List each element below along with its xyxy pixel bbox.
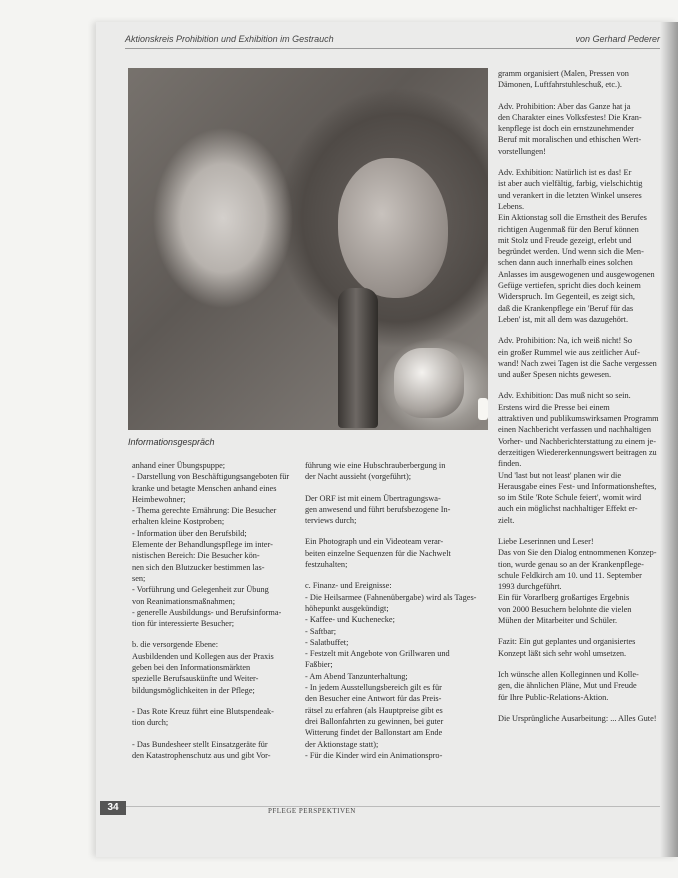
text-line: gramm organisiert (Malen, Pressen von	[498, 69, 629, 78]
text-column-3	[498, 68, 666, 724]
text-line: den Besucher eine Antwort für das Preis-	[305, 694, 442, 704]
photo-person	[338, 158, 448, 298]
text-line: - Das Rote Kreuz führt eine Blutspendeak-	[132, 706, 274, 716]
text-line: - Saftbar;	[305, 626, 337, 636]
text-line: vorstellungen!	[498, 146, 546, 156]
text-line: Mühen der Mitarbeiter und Schüler.	[498, 616, 618, 626]
text-line: Herausgabe eines Fest- und Informationsheftes,	[498, 481, 657, 491]
paragraph-gap	[498, 703, 666, 713]
text-line: Ausbildenden und Kollegen aus der Praxis	[132, 651, 274, 661]
text-line: Erstens wird die Presse bei einem	[498, 402, 610, 412]
text-line: Dämonen, Luftfahrstuhleschuß, etc.).	[498, 80, 622, 90]
text-line: Vorher- und Nachberichterstattung zu einem je-	[498, 436, 656, 446]
page-footer	[100, 806, 660, 819]
text-line: von Reanimationsmaßnahmen;	[132, 596, 235, 606]
text-line: Lebens.	[498, 201, 525, 211]
text-line: Witterung findet der Ballonstart am Ende	[305, 728, 443, 738]
text-line: anhand einer Übungspuppe;	[132, 461, 226, 470]
text-line: bildungsmöglichkeiten in der Pflege;	[132, 685, 255, 695]
text-line: - Die Heilsarmee (Fahnenübergabe) wird als Tages-	[305, 592, 477, 602]
text-line: daß die Krankenpflege ein 'Beruf für das	[498, 303, 634, 313]
text-line: 1993 durchgeführt.	[498, 582, 562, 592]
text-line: Ein für Vorarlberg großartiges Ergebnis	[498, 593, 630, 603]
text-column-2	[305, 460, 487, 761]
paragraph-gap	[132, 696, 290, 706]
text-line: - generelle Ausbildungs- und Berufsinforma-	[132, 607, 282, 617]
text-line: gen, die ähnlichen Pläne, Mut und Freude	[498, 681, 637, 691]
running-header	[125, 34, 660, 49]
text-line: geben bei den Informationsmärkten	[132, 663, 251, 673]
text-line: kenpflege ist doch ein ernstzunehmender	[498, 124, 634, 134]
text-line: Fazit: Ein gut geplantes und organisiertes	[498, 637, 636, 647]
text-line: gen anwesend und führt berufsbezogene In-	[305, 504, 451, 514]
header-author: von Gerhard Pederer	[575, 34, 660, 44]
text-line: Heimbewohner;	[132, 494, 186, 504]
text-line: tion für interessierte Besucher;	[132, 619, 235, 629]
text-line: Liebe Leserinnen und Leser!	[498, 536, 594, 546]
text-line: Adv. Prohibition: Na, ich weiß nicht! So	[498, 336, 633, 346]
paragraph-gap	[498, 91, 666, 101]
text-column-1	[132, 460, 290, 761]
paragraph-gap	[498, 380, 666, 390]
photo-bottle	[338, 288, 378, 428]
text-line: nen sich den Blutzucker bestimmen las-	[132, 562, 265, 572]
paragraph-gap	[305, 483, 487, 493]
paragraph-gap	[498, 626, 666, 636]
text-line: Das von Sie den Dialog entnommenen Konzep-	[498, 548, 657, 558]
text-line: schule Feldkirch am 10. und 11. September	[498, 570, 642, 580]
text-line: Und 'last but not least' planen wir die	[498, 470, 622, 480]
text-line: Adv. Prohibition: Aber das Ganze hat ja	[498, 101, 631, 111]
text-line: sen;	[132, 573, 146, 583]
text-line: kranke und betagte Menschen anhand eines	[132, 483, 277, 493]
text-line: Ein Aktionstag soll die Ernstheit des Berufes	[498, 213, 647, 223]
text-line: zielt.	[498, 515, 515, 525]
text-line: Die Ursprüngliche Ausarbeitung: ... Alles Gute!	[498, 713, 657, 723]
text-line: beiten einzelne Sequenzen für die Nachwelt	[305, 548, 451, 558]
text-line: Adv. Exhibition: Das muß nicht so sein.	[498, 391, 631, 401]
text-line: von 2000 Besuchern belohnte die vielen	[498, 604, 632, 614]
text-line: - In jedem Ausstellungsbereich gilt es für	[305, 683, 442, 693]
text-line: tion durch;	[132, 718, 169, 728]
text-line: Elemente der Behandlungspflege im inter-	[132, 540, 273, 550]
text-line: schen dann auch innerhalb eines solchen	[498, 258, 633, 268]
photo-glass-jar	[394, 348, 464, 418]
text-line: einen Nachbericht verfassen und nachhaltigen	[498, 425, 651, 435]
header-left-title: Aktionskreis Prohibition und Exhibition im Gestrauch	[125, 34, 334, 44]
text-line: der Nacht aussieht (vorgeführt);	[305, 472, 412, 482]
text-line: Gefüge vertiefen, spricht dies doch keinem	[498, 281, 641, 291]
photo-candle	[478, 398, 488, 420]
paragraph-gap	[132, 729, 290, 739]
text-line: derzeitigen Wiedererkennungswert beitragen zu	[498, 447, 657, 457]
text-line: begründet werden. Und wenn sich die Men-	[498, 247, 644, 257]
text-line: Ein Photograph und ein Videoteam verar-	[305, 537, 444, 547]
text-line: spezielle Berufsauskünfte und Weiter-	[132, 674, 259, 684]
text-line: Beruf mit moralischen und ethischen Wert-	[498, 135, 642, 145]
text-line: - Thema gerechte Ernährung: Die Besucher	[132, 506, 277, 516]
text-line: nistischen Bereich: Die Besucher kön-	[132, 551, 260, 561]
text-line: - Information über den Berufsbild;	[132, 528, 247, 538]
text-line: - Kaffee- und Kuchenecke;	[305, 615, 395, 625]
text-line: höhepunkt ausgekündigt;	[305, 603, 389, 613]
text-line: ist aber auch vielfältig, farbig, vielschichtig	[498, 179, 643, 189]
text-line: ein großer Rummel wie aus zeitlicher Auf-	[498, 347, 640, 357]
text-line: festzuhalten;	[305, 560, 348, 570]
text-line: Ich wünsche allen Kolleginnen und Kolle-	[498, 669, 639, 679]
text-line: für Ihre Public-Relations-Aktion.	[498, 692, 609, 702]
text-line: Anlasses im ausgewogenen und ausgewogenen	[498, 269, 655, 279]
text-line: - Vorführung und Gelegenheit zur Übung	[132, 585, 269, 595]
text-line: - Darstellung von Beschäftigungsangeboten für	[132, 472, 290, 482]
text-line: tion, wurde genau so an der Krankenpflege-	[498, 559, 644, 569]
text-line: - Festzelt mit Angebote von Grillwaren und	[305, 649, 450, 659]
text-line: den Charakter eines Volksfestes! Die Kran-	[498, 112, 642, 122]
text-line: der Aktionstage statt);	[305, 739, 379, 749]
text-line: Faßbier;	[305, 660, 333, 670]
paragraph-gap	[498, 526, 666, 536]
page-number: 34	[100, 801, 126, 815]
text-line: terviews durch;	[305, 516, 357, 526]
text-line: erhalten kleine Kostproben;	[132, 517, 225, 527]
text-line: und verankert in die letzten Winkel unseres	[498, 190, 642, 200]
text-line: - Salatbuffet;	[305, 637, 349, 647]
paragraph-gap	[132, 629, 290, 639]
article-photo	[128, 68, 488, 430]
text-line: - Das Bundesheer stellt Einsatzgeräte für	[132, 739, 268, 749]
text-line: auch ein möglichst nachhaltiger Effekt er-	[498, 504, 638, 514]
text-line: führung wie eine Hubschrauberbergung in	[305, 461, 446, 470]
text-line: - Am Abend Tanzunterhaltung;	[305, 671, 408, 681]
text-line: Adv. Exhibition: Natürlich ist es das! Er	[498, 168, 632, 178]
text-line: Widerspruch. Im Gegenteil, es zeigt sich,	[498, 292, 635, 302]
text-line: den Katastrophenschutz aus und gibt Vor-	[132, 750, 271, 760]
paragraph-gap	[498, 659, 666, 669]
paragraph-gap	[498, 157, 666, 167]
text-line: Leben' ist, mit all dem was dazugehört.	[498, 314, 629, 324]
text-line: so im Stile 'Rote Schule feiert', womit wird	[498, 493, 642, 503]
photo-caption: Informationsgespräch	[128, 437, 215, 447]
footer-magazine-title: PFLEGE PERSPEKTIVEN	[268, 807, 356, 815]
text-line: finden.	[498, 459, 522, 469]
text-line: - Für die Kinder wird ein Animationspro-	[305, 750, 443, 760]
text-line: richtigen Augenmaß für den Beruf können	[498, 224, 639, 234]
text-line: wand! Nach zwei Tagen ist die Sache vergessen	[498, 358, 657, 368]
text-line: Konzept läßt sich sehr wohl umsetzen.	[498, 648, 627, 658]
paragraph-gap	[305, 526, 487, 536]
text-line: b. die versorgende Ebene:	[132, 640, 219, 650]
text-line: Der ORF ist mit einem Übertragungswa-	[305, 493, 441, 503]
text-line: drei Ballonfahrten zu gewinnen, bei guter	[305, 716, 444, 726]
text-line: und außer Spesen nichts gewesen.	[498, 370, 612, 380]
text-line: mit Stolz und Freude gezeigt, erlebt und	[498, 235, 632, 245]
text-line: c. Finanz- und Ereignisse:	[305, 581, 392, 591]
text-line: attraktiven und publikumswirksamen Programm	[498, 414, 659, 424]
paragraph-gap	[305, 570, 487, 580]
text-line: rätsel zu erfahren (als Hauptpreise gibt es	[305, 705, 443, 715]
paragraph-gap	[498, 325, 666, 335]
